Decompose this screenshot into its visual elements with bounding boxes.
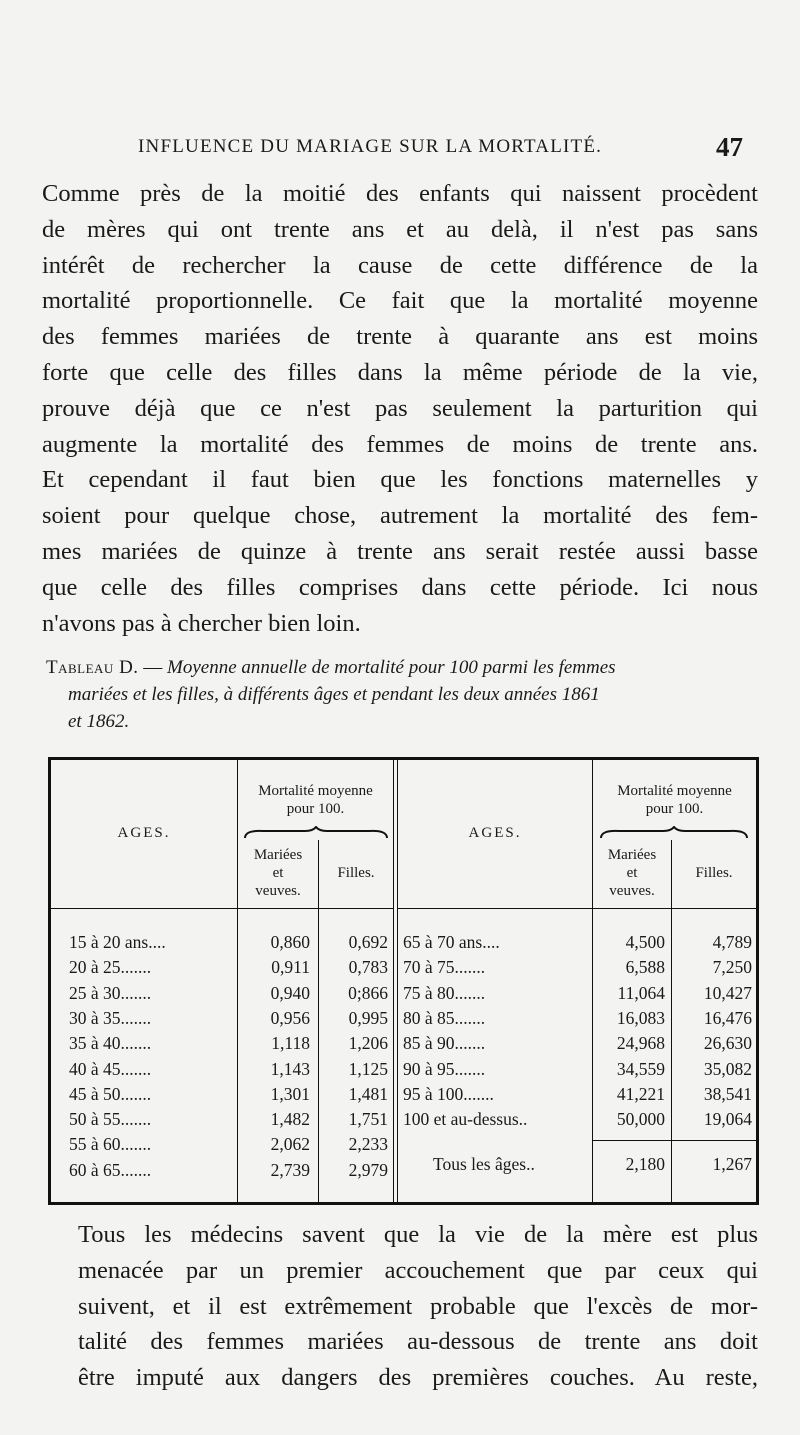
row-married-value: 34,559 [616,1058,665,1079]
row-girls-value: 1,481 [348,1083,388,1104]
header-rule [398,908,756,909]
running-title: INFLUENCE DU MARIAGE SUR LA MORTALITÉ. [138,136,603,157]
married-header-line-1: Mariées [607,847,657,863]
row-girls-value: 2,233 [348,1134,388,1155]
text-line: que celle des filles comprises dans cette période. Ici nous [42,573,758,601]
row-married-value: 11,064 [617,982,665,1003]
text-line: suivent, et il est extrêmement probable que l'excès de mor- [78,1292,758,1320]
girls-header: Filles. [337,865,375,881]
girls-header-right: Filles. [695,865,733,881]
text-line: forte que celle des filles dans la même période de la vie, [42,358,758,386]
row-age: 40 à 45....... [69,1058,152,1079]
row-married-value: 50,000 [616,1109,665,1130]
text-line: de mères qui ont trente ans et au delà, il n'est pas sans [42,215,758,243]
married-header-line-3: veuves. [609,883,655,899]
row-girls-value: 0;866 [348,982,388,1003]
caption-line-1: Moyenne annuelle de mortalité pour 100 parmi les femmes [167,657,616,678]
text-line: des femmes mariées de trente à quarante ans est moins [42,323,758,351]
total-rule [592,1140,756,1141]
text-line: menacée par un premier accouchement que par ceux qui [78,1256,758,1284]
text-line: Comme près de la moitié des enfants qui naissent procèdent [42,180,758,207]
row-married-value: 1,482 [270,1109,310,1130]
married-header-right [593,846,671,900]
text-line: mes mariées de quinze à trente ans serait restée aussi basse [42,537,758,565]
row-married-value: 0,860 [270,932,310,952]
row-married-value: 16,083 [616,1007,665,1028]
row-age: 15 à 20 ans.... [69,932,166,952]
caption-line-3: et 1862. [68,711,130,732]
row-age: 80 à 85....... [403,1007,486,1028]
brace-icon [243,826,389,840]
header-rule [51,908,393,909]
text-line: Et cependant il faut bien que les fonctions maternelles y [42,466,758,494]
text-line: soient pour quelque chose, autrement la mortalité des fem- [42,502,758,530]
total-row-married: 2,180 [625,1154,665,1174]
running-head [0,132,800,166]
row-age: 60 à 65....... [69,1159,152,1180]
text-line: talité des femmes mariées au-dessous de trente ans doit [78,1328,758,1356]
text-line: augmente la mortalité des femmes de moins de trente ans. [42,430,758,458]
row-married-value: 1,143 [270,1058,310,1079]
row-girls-value: 2,979 [348,1159,388,1180]
row-girls-value: 4,789 [712,932,752,952]
row-girls-value: 1,125 [348,1058,388,1079]
row-age: 90 à 95....... [403,1058,486,1079]
caption-dash: — [138,657,168,678]
married-header-line-2: et [626,865,638,881]
row-girls-value: 26,630 [703,1033,752,1054]
row-age: 65 à 70 ans.... [403,932,500,952]
mortality-header-right [593,782,756,818]
row-married-value: 41,221 [616,1083,665,1104]
row-girls-value: 16,476 [703,1007,752,1028]
row-married-value: 0,956 [270,1007,310,1028]
row-age: 35 à 40....... [69,1033,152,1054]
row-married-value: 24,968 [616,1033,665,1054]
mortality-header-line-2: pour 100. [645,801,704,817]
married-header-line-2: et [272,865,284,881]
row-married-value: 0,911 [271,957,310,978]
row-married-value: 1,301 [270,1083,310,1104]
text-line: être imputé aux dangers des premières couches. Au reste, [78,1364,758,1392]
mortality-header-line-2: pour 100. [286,801,345,817]
row-age: 95 à 100....... [403,1083,494,1104]
married-header-line-3: veuves. [255,883,301,899]
ages-header: AGES. [117,825,171,841]
row-married-value: 2,739 [270,1159,310,1180]
row-girls-value: 1,206 [348,1033,388,1054]
caption-line-2: mariées et les filles, à différents âges et pendant les deux années 1861 [68,684,600,705]
married-header [238,846,318,900]
row-married-value: 4,500 [625,932,665,952]
page-number: 47 [716,132,743,162]
text-line: intérêt de rechercher la cause de cette différence de la [42,251,758,279]
row-age: 50 à 55....... [69,1109,152,1130]
mortality-table [48,757,759,1205]
text-line: prouve déjà que ce n'est pas seulement la parturition qui [42,394,758,422]
brace-icon [599,826,749,840]
table-label: Tableau D. [46,657,139,678]
row-age: 25 à 30....... [69,982,152,1003]
mortality-header-line-1: Mortalité moyenne [258,783,373,799]
ages-header-right: AGES. [468,825,522,841]
text-line: n'avons pas à chercher bien loin. [42,609,361,637]
row-age: 70 à 75....... [403,957,486,978]
paragraph-2 [42,1217,758,1396]
married-header-line-1: Mariées [253,847,303,863]
total-row-girls: 1,267 [712,1154,752,1174]
row-girls-value: 38,541 [703,1083,752,1104]
row-married-value: 6,588 [625,957,665,978]
row-girls-value: 19,064 [703,1109,752,1130]
row-girls-value: 35,082 [703,1058,752,1079]
row-married-value: 1,118 [271,1033,310,1054]
row-age: 55 à 60....... [69,1134,152,1155]
row-girls-value: 7,250 [712,957,752,978]
row-girls-value: 0,783 [348,957,388,978]
text-line: Tous les médecins savent que la vie de la mère est plus [78,1221,758,1248]
row-girls-value: 0,995 [348,1007,388,1028]
row-age: 45 à 50....... [69,1083,152,1104]
row-age: 30 à 35....... [69,1007,152,1028]
table-caption [46,654,758,735]
text-line: mortalité proportionnelle. Ce fait que la mortalité moyenne [42,287,758,315]
row-girls-value: 0,692 [348,932,388,952]
paragraph-1 [42,176,758,641]
total-row-label: Tous les âges.. [433,1154,535,1174]
row-age: 85 à 90....... [403,1033,486,1054]
mortality-header [238,782,393,818]
row-age: 100 et au-dessus.. [403,1109,528,1130]
row-girls-value: 10,427 [703,982,752,1003]
row-married-value: 2,062 [270,1134,310,1155]
row-girls-value: 1,751 [348,1109,388,1130]
row-married-value: 0,940 [270,982,310,1003]
row-age: 75 à 80....... [403,982,486,1003]
mortality-header-line-1: Mortalité moyenne [617,783,732,799]
row-age: 20 à 25....... [69,957,152,978]
